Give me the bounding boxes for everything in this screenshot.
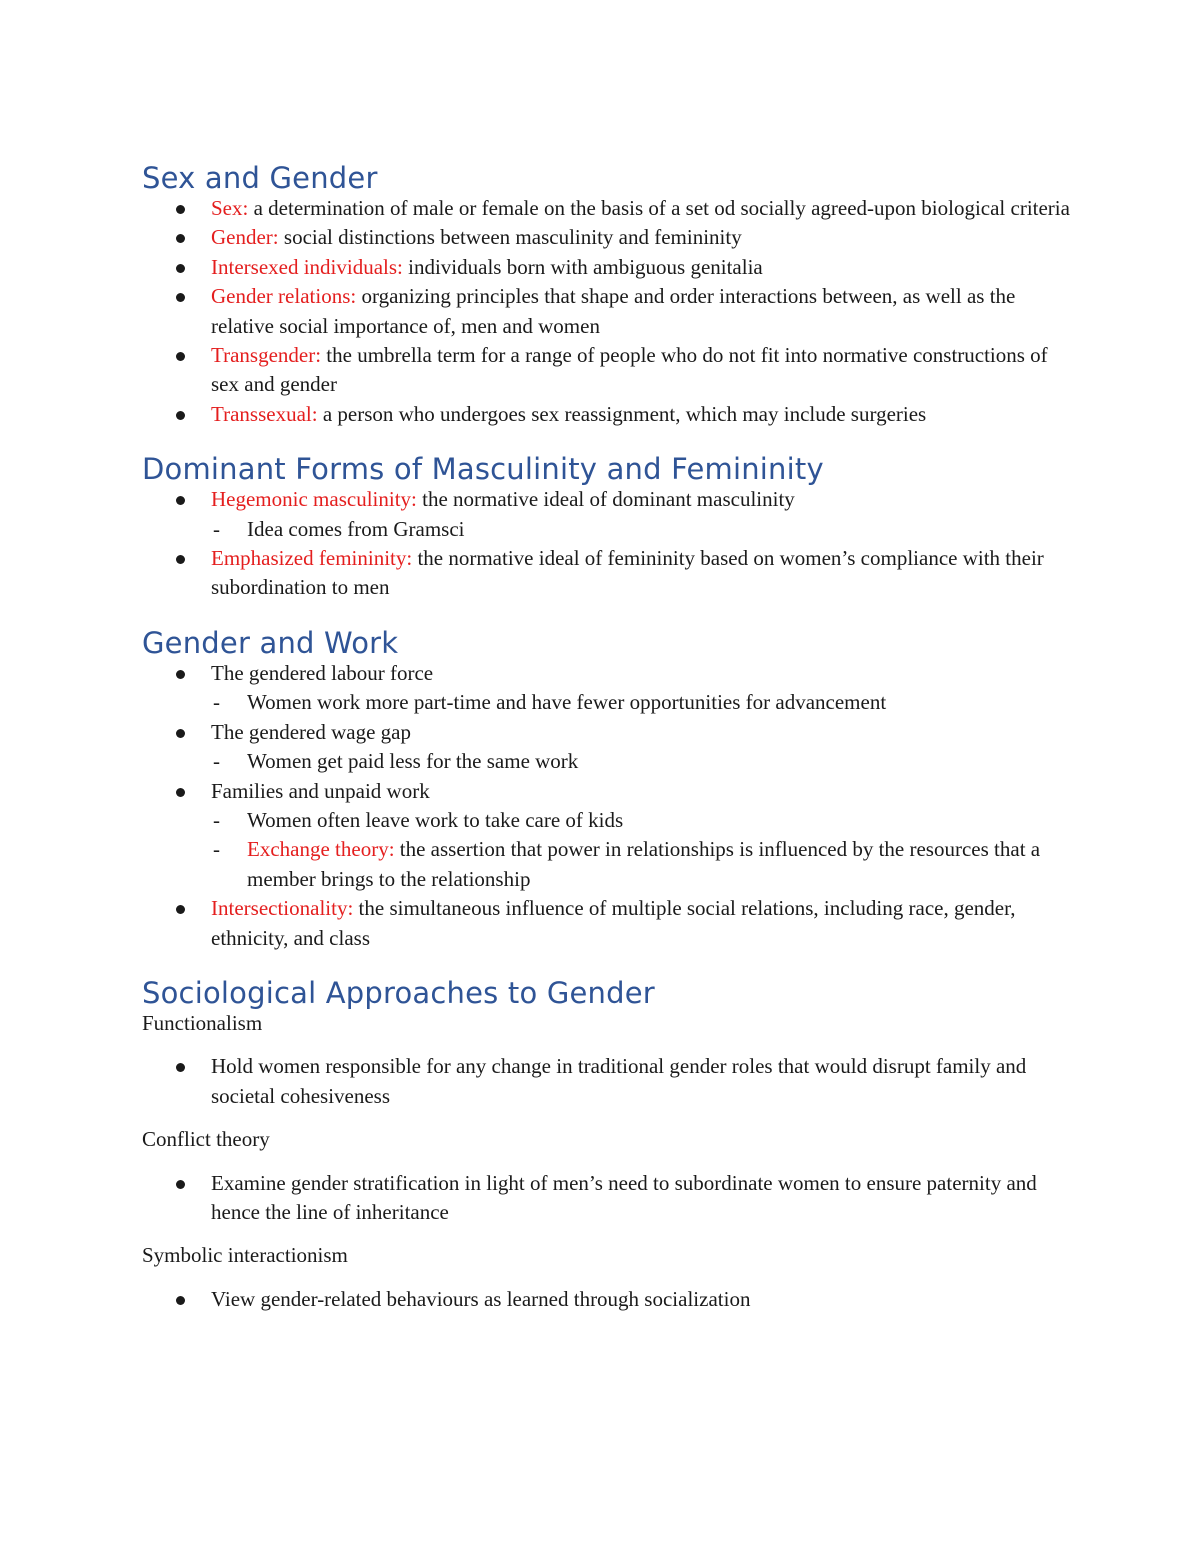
bullet-item [142,1285,1072,1314]
approach-groups [142,1009,1072,1314]
bullet-list [142,1052,1072,1111]
dash-item [211,747,1072,776]
item-text: the assertion that power in relationships is influenced by the resources that a member brings to the relationship [247,837,1041,891]
item-text: a determination of male or female on the basis of a set od socially agreed-upon biological criteria [248,196,1070,220]
bullet-item [142,1052,1072,1111]
section [142,451,1072,603]
item-text: the normative ideal of femininity based on women’s compliance with their subordination to men [211,546,1044,600]
bullet-item [142,777,1072,895]
section [142,160,1072,429]
term-label: Gender: [211,225,279,250]
approach-group [142,1241,1072,1314]
bullet-item [142,253,1072,282]
bullet-list [142,194,1072,429]
approaches-section [142,975,1072,1314]
document-content [142,160,1072,1336]
dash-item [211,688,1072,717]
approach-label: Symbolic interactionism [142,1243,348,1268]
bullet-item [142,544,1072,603]
term-label: Intersexed individuals: [211,254,403,279]
bullet-item [142,659,1072,718]
bullet-item [142,223,1072,252]
section-heading: Sociological Approaches to Gender [142,975,655,1010]
bullet-item [142,194,1072,223]
term-label: Emphasized femininity: [211,546,413,571]
item-text: a person who undergoes sex reassignment, which may include surgeries [317,401,927,426]
item-text: individuals born with ambiguous genitalia [402,254,763,279]
term-label: Transgender: [211,343,322,368]
item-text: Women work more part-time and have fewer opportunities for advancement [247,690,887,715]
dash-list [211,747,1072,776]
bullet-item [142,282,1072,341]
item-text: View gender-related behaviours as learned through socialization [211,1286,751,1311]
item-text: Women get paid less for the same work [247,749,579,774]
item-text: Idea comes from Gramsci [247,516,465,541]
bullet-item [142,341,1072,400]
bullet-item [142,400,1072,429]
item-text: the normative ideal of dominant masculinity [416,487,795,512]
term-label: Exchange theory: [247,837,395,862]
bullet-list [142,1169,1072,1228]
term-label: Hegemonic masculinity: [211,487,417,512]
item-text: The gendered wage gap [211,719,411,744]
item-text: organizing principles that shape and order interactions between, as well as the relative social importance of, men and women [211,284,1016,338]
bullet-item [142,718,1072,777]
approach-group [142,1009,1072,1111]
approach-label: Conflict theory [142,1127,270,1152]
item-text: the simultaneous influence of multiple social relations, including race, gender, ethnicity, and class [211,896,1016,950]
dash-item [211,806,1072,835]
bullet-item [142,894,1072,953]
bullet-list [142,485,1072,603]
bullet-list [142,1285,1072,1314]
section-heading: Gender and Work [142,625,399,660]
dash-item [211,835,1072,894]
dash-list [211,806,1072,894]
item-text: Hold women responsible for any change in traditional gender roles that would disrupt family and societal cohesiveness [211,1054,1027,1108]
section-heading: Sex and Gender [142,161,378,195]
term-label: Intersectionality: [211,896,354,921]
item-text: Families and unpaid work [211,778,430,803]
item-text: Women often leave work to take care of kids [247,807,624,832]
term-label: Sex: [211,196,249,220]
item-text: The gendered labour force [211,660,434,685]
item-text: the umbrella term for a range of people who do not fit into normative constructions of sex and gender [211,343,1048,397]
bullet-item [142,1169,1072,1228]
approach-label: Functionalism [142,1010,263,1035]
bullet-list [142,659,1072,953]
term-label: Transsexual: [211,401,318,426]
item-text: Examine gender stratification in light of men’s need to subordinate women to ensure paternity and hence the line of inheritance [211,1170,1037,1224]
dash-list [211,688,1072,717]
section [142,625,1072,953]
sections-container [142,160,1072,953]
dash-list [211,515,1072,544]
dash-item [211,515,1072,544]
approach-group [142,1125,1072,1227]
item-text: social distinctions between masculinity and femininity [278,225,742,250]
bullet-item [142,485,1072,544]
term-label: Gender relations: [211,284,357,309]
section-heading: Dominant Forms of Masculinity and Femininity [142,452,824,487]
